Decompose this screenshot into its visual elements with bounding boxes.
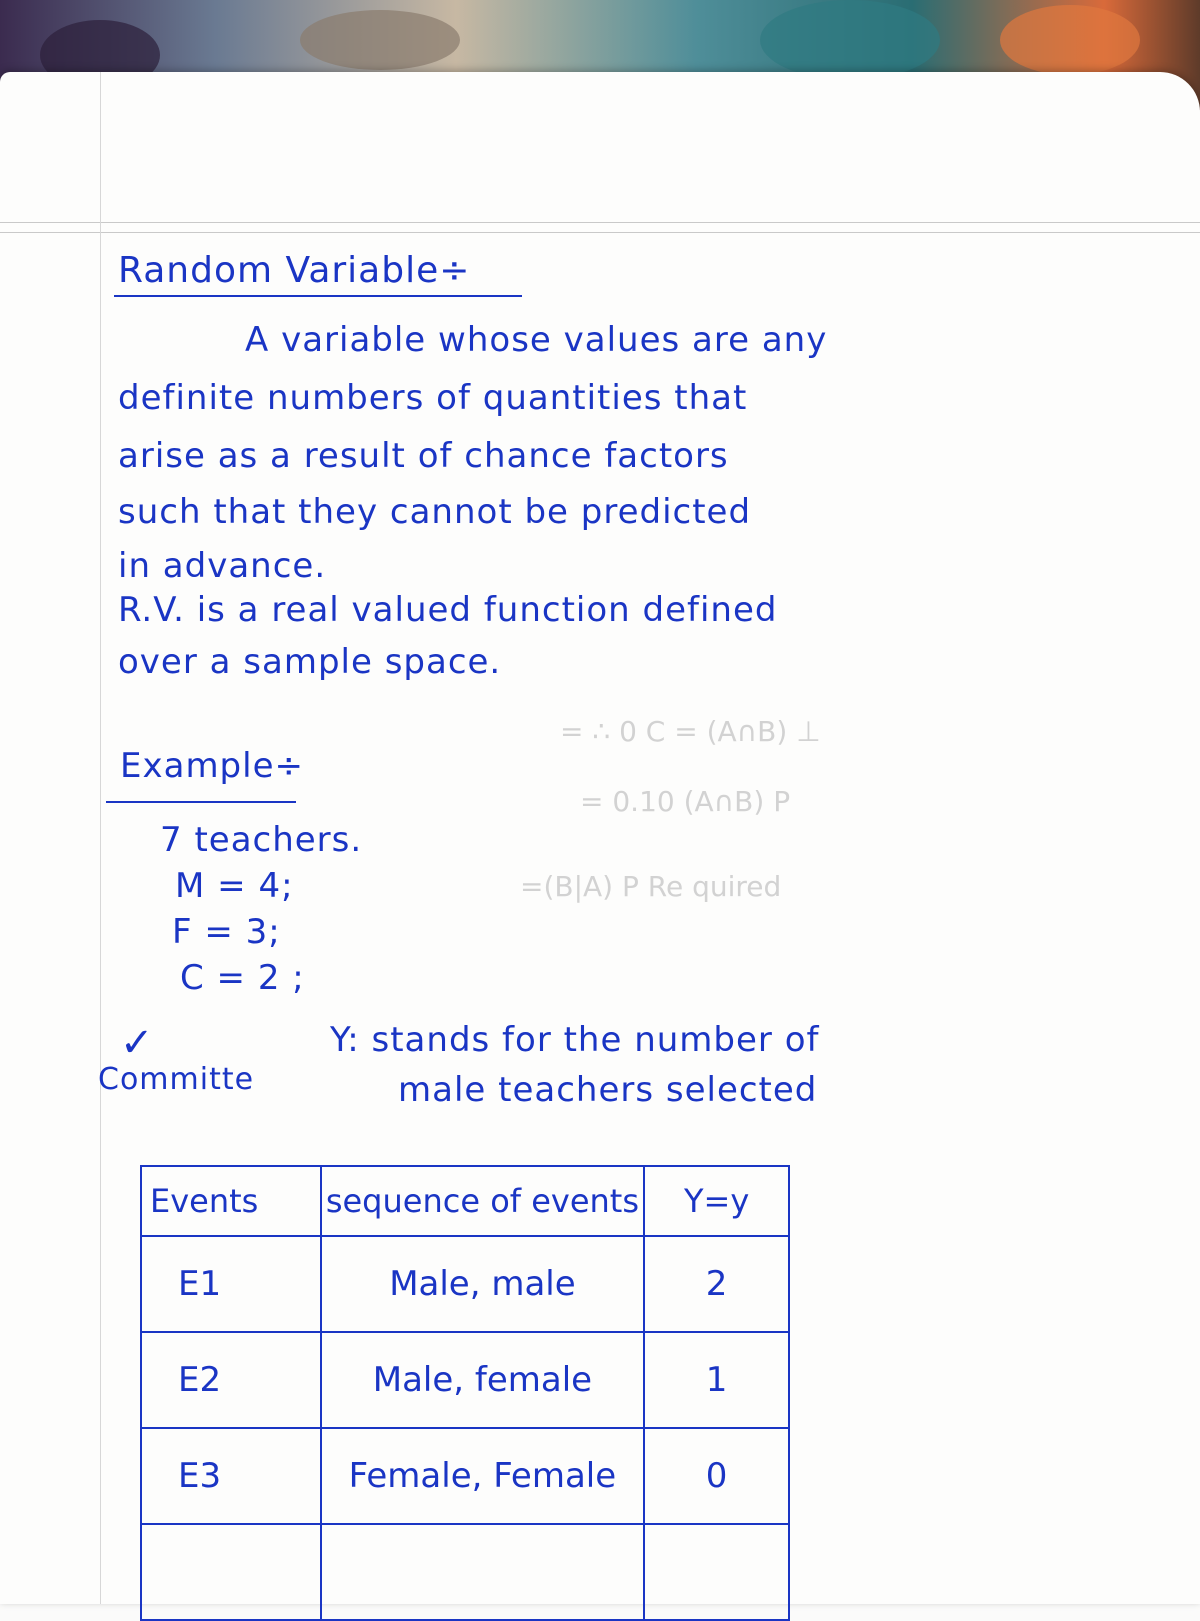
event-cell: E1 [141,1236,321,1332]
table-row [141,1524,789,1620]
heading: Random Variable÷ [118,250,471,291]
events-table [140,1165,790,1621]
check-mark: ✓ [120,1020,155,1066]
example-underline [106,801,296,803]
event-cell [141,1524,321,1620]
table-row [141,1428,789,1524]
heading-underline [114,295,522,297]
example-item: 7 teachers. [160,820,363,860]
page-rule [0,222,1200,223]
example-title: Example÷ [120,746,304,786]
table-row [141,1332,789,1428]
y-value-cell: 0 [644,1428,789,1524]
sequence-cell [321,1524,645,1620]
definition-line: such that they cannot be predicted [118,492,752,532]
example-item: M = 4; [175,866,294,906]
definition-line: arise as a result of chance factors [118,436,729,476]
y-definition: Y: stands for the number of [330,1020,820,1060]
sequence-cell: Female, Female [321,1428,645,1524]
margin-line [100,72,101,1604]
definition-line: in advance. [118,546,327,586]
sequence-cell: Male, female [321,1332,645,1428]
table-header: Events [141,1166,321,1236]
bleed-through-text: =(B|A) P Re quired [520,870,782,903]
table-header: sequence of events [321,1166,645,1236]
definition-line: A variable whose values are any [245,320,828,360]
y-value-cell [644,1524,789,1620]
bleed-through-text: = 0.10 (A∩B) P [580,785,791,818]
example-item: F = 3; [172,912,281,952]
definition-line: R.V. is a real valued function defined [118,590,778,630]
y-value-cell: 2 [644,1236,789,1332]
committee-label: Committe [98,1062,255,1097]
y-value-cell: 1 [644,1332,789,1428]
table-row [141,1236,789,1332]
table-header-row [141,1166,789,1236]
page-rule [0,232,1200,233]
y-definition: male teachers selected [398,1070,818,1110]
sequence-cell: Male, male [321,1236,645,1332]
event-cell: E2 [141,1332,321,1428]
table-header: Y=y [644,1166,789,1236]
definition-line: over a sample space. [118,642,502,682]
example-item: C = 2 ; [180,958,305,998]
event-cell: E3 [141,1428,321,1524]
definition-line: definite numbers of quantities that [118,378,748,418]
bleed-through-text: = ∴ 0 C = (A∩B) ⊥ [560,715,821,748]
